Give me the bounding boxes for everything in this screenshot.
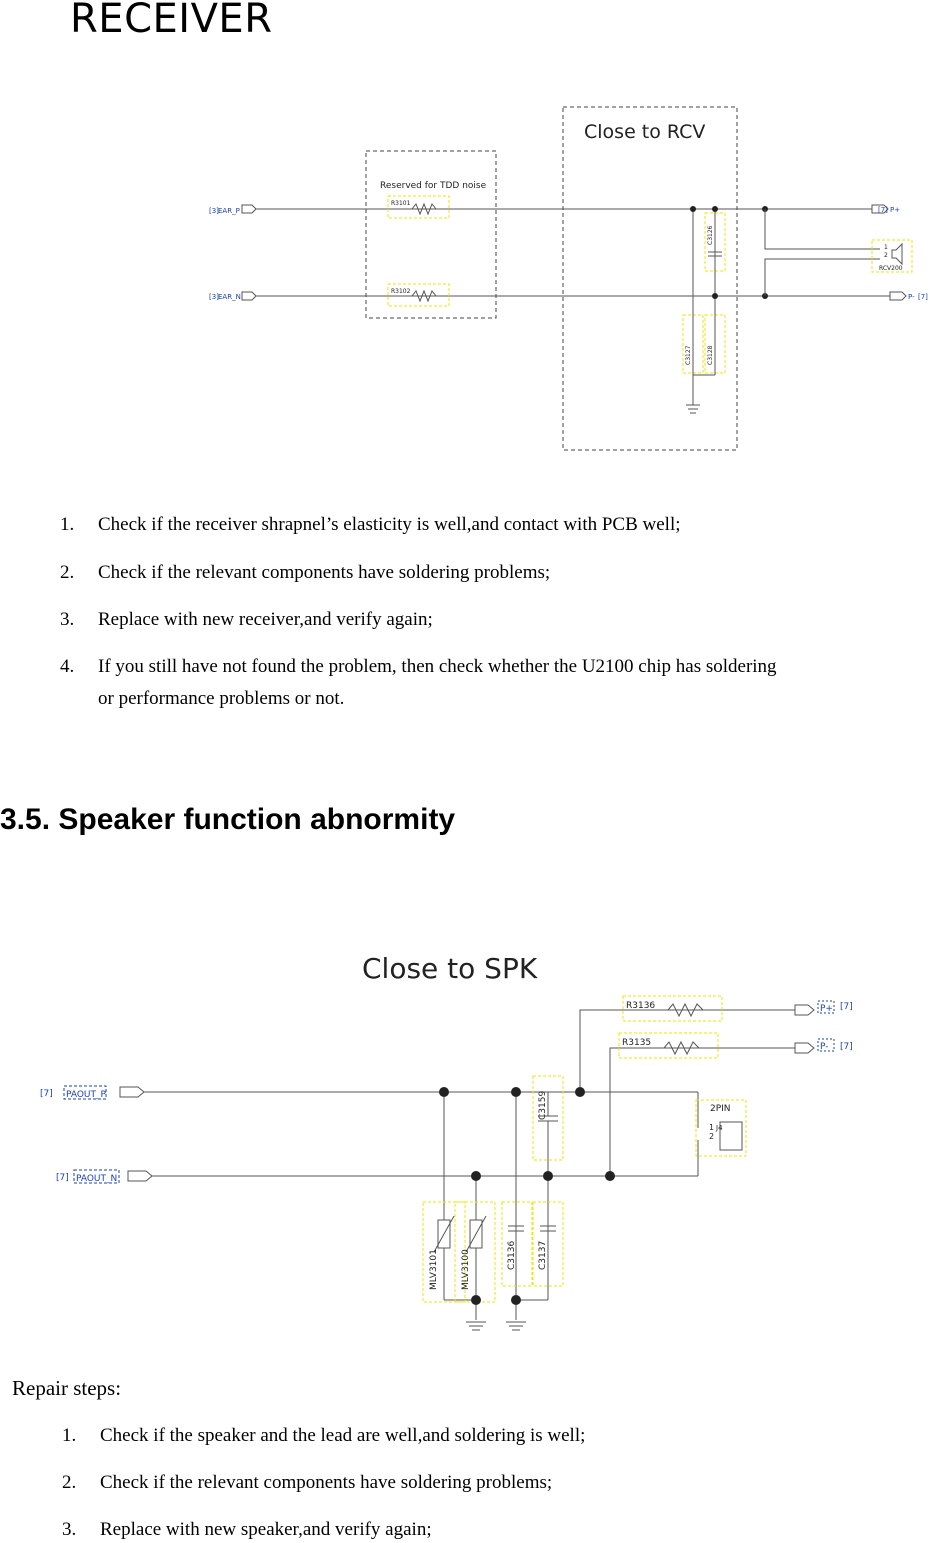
svg-text:[7]: [7] xyxy=(840,1002,853,1012)
receiver-step-2: 2. Check if the relevant components have soldering problems; xyxy=(60,562,551,583)
svg-text:[7]: [7] xyxy=(40,1089,53,1099)
receiver-step-4-continued: or performance problems or not. xyxy=(98,688,345,709)
svg-text:[7]: [7] xyxy=(878,206,888,214)
section-title: 3.5. Speaker function abnormity xyxy=(0,803,456,836)
svg-text:C3137: C3137 xyxy=(538,1240,548,1270)
svg-text:1: 1 xyxy=(884,244,888,251)
svg-text:MLV3100: MLV3100 xyxy=(461,1249,471,1290)
speaker-step-3: 3. Replace with new speaker,and verify again; xyxy=(62,1519,432,1540)
svg-text:2: 2 xyxy=(709,1132,715,1141)
svg-text:[7]: [7] xyxy=(918,293,928,301)
svg-text:J4: J4 xyxy=(716,1124,723,1132)
svg-text:R3102: R3102 xyxy=(391,288,411,295)
svg-text:C3159: C3159 xyxy=(538,1090,548,1120)
paout-p-label: PAOUT_P xyxy=(66,1090,106,1100)
receiver-schematic xyxy=(0,0,930,470)
svg-text:C3136: C3136 xyxy=(507,1240,517,1270)
ear-p-label: EAR_P xyxy=(218,207,240,215)
speaker-schematic xyxy=(0,940,930,1350)
speaker-step-2: 2. Check if the relevant components have soldering problems; xyxy=(62,1472,553,1493)
svg-text:R3136: R3136 xyxy=(626,1001,656,1011)
close-to-rcv-label: Close to RCV xyxy=(584,121,706,143)
receiver-step-3: 3. Replace with new receiver,and verify again; xyxy=(60,609,433,630)
receiver-heading: RECEIVER xyxy=(70,0,273,42)
svg-text:P-: P- xyxy=(820,1042,829,1052)
ear-n-label: EAR_N xyxy=(218,293,241,301)
svg-text:2PIN: 2PIN xyxy=(710,1104,731,1114)
svg-text:[3]: [3] xyxy=(209,293,219,301)
svg-text:P+: P+ xyxy=(890,206,901,214)
close-to-rcv-box xyxy=(563,107,737,450)
svg-text:MLV3101: MLV3101 xyxy=(429,1249,439,1290)
svg-text:RCV200: RCV200 xyxy=(879,265,903,272)
speaker-step-1: 1. Check if the speaker and the lead are well,and soldering is well; xyxy=(62,1425,586,1446)
paout-n-label: PAOUT_N xyxy=(76,1174,118,1184)
svg-text:P-: P- xyxy=(908,293,915,301)
svg-text:C3128: C3128 xyxy=(707,345,714,365)
svg-text:C3126: C3126 xyxy=(707,225,714,245)
svg-text:[3]: [3] xyxy=(209,207,219,215)
svg-text:C3127: C3127 xyxy=(685,345,692,365)
svg-text:2: 2 xyxy=(884,252,888,259)
svg-text:[7]: [7] xyxy=(840,1042,853,1052)
receiver-step-1: 1. Check if the receiver shrapnel’s elasticity is well,and contact with PCB well; xyxy=(60,514,681,535)
repair-steps-title: Repair steps: xyxy=(12,1376,122,1400)
close-to-spk-label: Close to SPK xyxy=(362,952,538,985)
svg-text:[7]: [7] xyxy=(56,1173,69,1183)
svg-text:R3101: R3101 xyxy=(391,200,411,207)
tdd-reserved-label: Reserved for TDD noise xyxy=(380,181,487,191)
receiver-step-4: 4. If you still have not found the problem, then check whether the U2100 chip has soldering xyxy=(60,656,777,677)
svg-text:P+: P+ xyxy=(820,1004,833,1014)
svg-text:R3135: R3135 xyxy=(622,1038,652,1048)
svg-text:1: 1 xyxy=(709,1123,715,1132)
